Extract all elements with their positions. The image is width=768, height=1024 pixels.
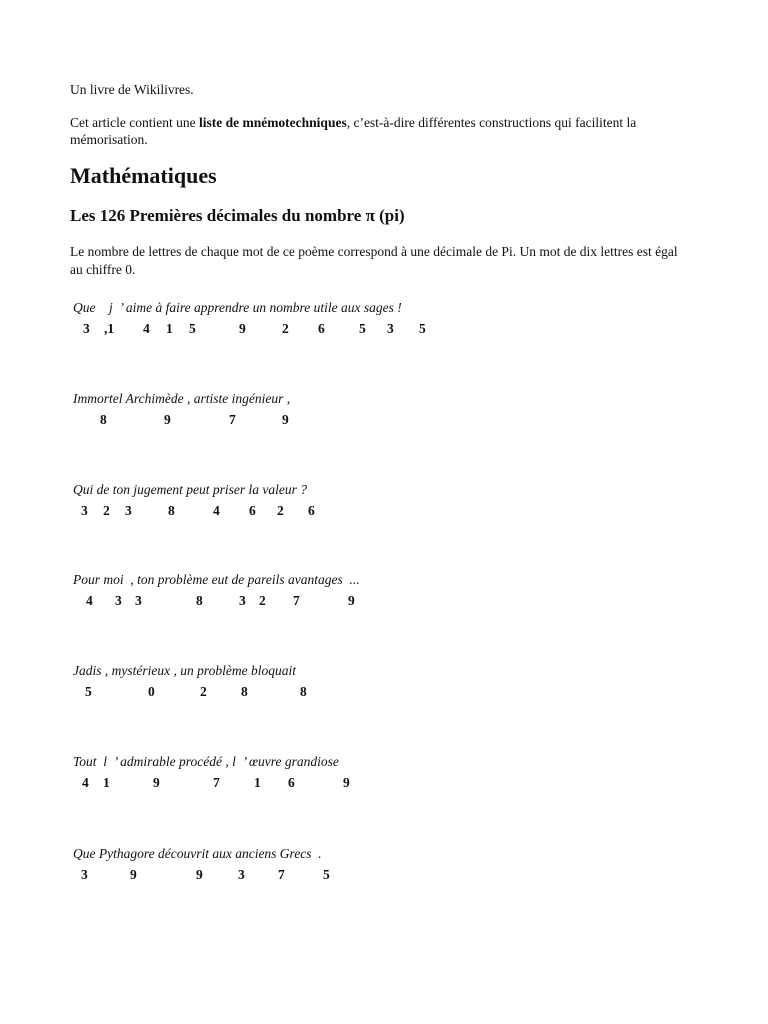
verse-digits xyxy=(73,412,673,430)
pi-digit: 3 xyxy=(239,593,246,608)
verse-digits xyxy=(73,503,673,521)
article-suffix: , c’est-à-dire différentes constructions qui facilitent la mémorisation. xyxy=(70,115,637,147)
pi-digit: 6 xyxy=(249,503,256,518)
pi-digit: 1 xyxy=(254,775,261,790)
article-description xyxy=(70,114,690,148)
pi-digit: 0 xyxy=(148,684,155,699)
pi-digit: 8 xyxy=(168,503,175,518)
book-line: Un livre de Wikilivres. xyxy=(70,82,194,97)
verse-text: Tout l ’ admirable procédé , l ’ œuvre grandiose xyxy=(73,754,339,769)
pi-digit: 7 xyxy=(213,775,220,790)
pi-digit: 3 xyxy=(387,321,394,336)
pi-digit: 2 xyxy=(103,503,110,518)
pi-digit: 6 xyxy=(288,775,295,790)
pi-digit: ,1 xyxy=(104,321,115,336)
pi-digit: 8 xyxy=(300,684,307,699)
pi-digit: 5 xyxy=(189,321,196,336)
pi-digit: 4 xyxy=(213,503,220,518)
pi-digit: 1 xyxy=(166,321,173,336)
pi-digit: 9 xyxy=(153,775,160,790)
verse-text: Pour moi , ton problème eut de pareils avantages ... xyxy=(73,572,360,587)
pi-digit: 7 xyxy=(293,593,300,608)
poem-verse xyxy=(73,300,673,339)
pi-digit: 7 xyxy=(229,412,236,427)
pi-digit: 3 xyxy=(135,593,142,608)
poem-description: Le nombre de lettres de chaque mot de ce poème correspond à une décimale de Pi. Un mot de dix lettres est égal au chiffre 0. xyxy=(70,244,678,277)
section-subtitle: Les 126 Premières décimales du nombre π (pi) xyxy=(70,206,405,225)
verse-digits xyxy=(73,684,673,702)
pi-digit: 5 xyxy=(359,321,366,336)
verse-digits xyxy=(73,321,673,339)
poem-verse xyxy=(73,482,673,521)
pi-digit: 6 xyxy=(318,321,325,336)
pi-digit: 1 xyxy=(103,775,110,790)
pi-digit: 5 xyxy=(419,321,426,336)
pi-digit: 9 xyxy=(164,412,171,427)
poem-verse xyxy=(73,663,673,702)
pi-digit: 4 xyxy=(86,593,93,608)
pi-digit: 9 xyxy=(282,412,289,427)
pi-digit: 3 xyxy=(238,867,245,882)
verse-text: Que j ’ aime à faire apprendre un nombre utile aux sages ! xyxy=(73,300,402,315)
verse-digits xyxy=(73,775,673,793)
verse-digits xyxy=(73,593,673,611)
pi-digit: 8 xyxy=(100,412,107,427)
pi-digit: 3 xyxy=(83,321,90,336)
pi-digit: 8 xyxy=(241,684,248,699)
pi-digit: 2 xyxy=(277,503,284,518)
article-prefix: Cet article contient une xyxy=(70,115,199,130)
poem-verse xyxy=(73,754,673,793)
section-title: Mathématiques xyxy=(70,163,217,188)
pi-digit: 2 xyxy=(200,684,207,699)
pi-digit: 4 xyxy=(143,321,150,336)
pi-digit: 5 xyxy=(323,867,330,882)
pi-digit: 3 xyxy=(81,503,88,518)
pi-digit: 9 xyxy=(239,321,246,336)
pi-digit: 9 xyxy=(348,593,355,608)
pi-digit: 2 xyxy=(282,321,289,336)
pi-digit: 5 xyxy=(85,684,92,699)
pi-digit: 3 xyxy=(125,503,132,518)
verse-text: Jadis , mystérieux , un problème bloquait xyxy=(73,663,296,678)
article-bold-term: liste de mnémotechniques xyxy=(198,115,347,130)
verse-text: Que Pythagore découvrit aux anciens Grecs . xyxy=(73,846,322,861)
pi-digit: 6 xyxy=(308,503,315,518)
poem-verse xyxy=(73,391,673,430)
poem-verse xyxy=(73,846,673,885)
verse-text: Immortel Archimède , artiste ingénieur , xyxy=(73,391,291,406)
pi-digit: 9 xyxy=(196,867,203,882)
pi-digit: 2 xyxy=(259,593,266,608)
verse-text: Qui de ton jugement peut priser la valeur ? xyxy=(73,482,307,497)
pi-digit: 3 xyxy=(81,867,88,882)
pi-digit: 9 xyxy=(343,775,350,790)
pi-digit: 8 xyxy=(196,593,203,608)
poem-verse xyxy=(73,572,673,611)
verse-digits xyxy=(73,867,673,885)
pi-digit: 4 xyxy=(82,775,89,790)
pi-digit: 3 xyxy=(115,593,122,608)
pi-digit: 9 xyxy=(130,867,137,882)
pi-digit: 7 xyxy=(278,867,285,882)
